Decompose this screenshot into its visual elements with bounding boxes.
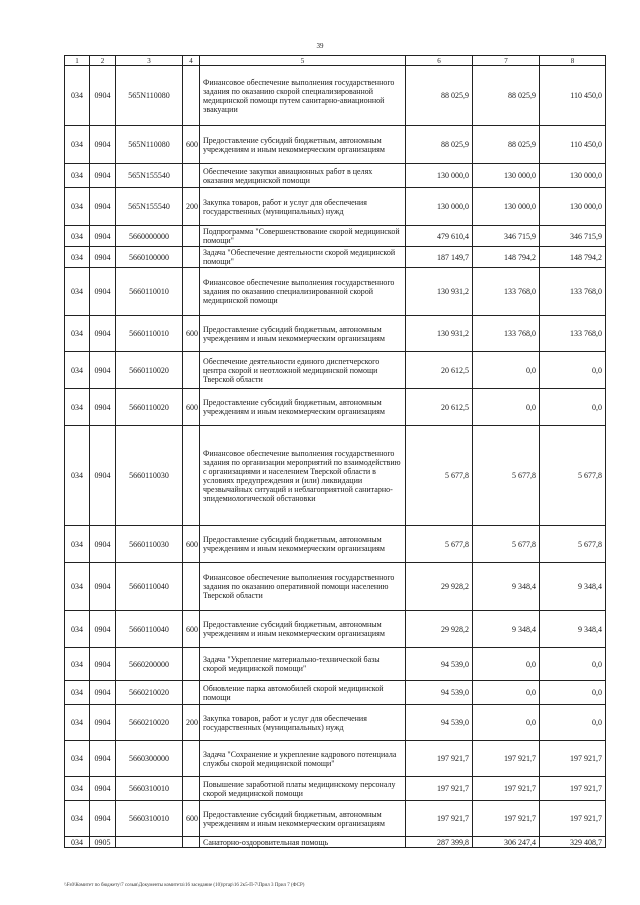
value-col-6: 130 931,2	[406, 316, 473, 352]
value-col-7: 148 794,2	[473, 247, 540, 268]
expense-type-code	[183, 268, 200, 316]
section-code: 0904	[90, 777, 116, 801]
expense-type-code: 200	[183, 705, 200, 741]
admin-code: 034	[65, 801, 90, 837]
admin-code: 034	[65, 526, 90, 563]
admin-code: 034	[65, 611, 90, 648]
admin-code: 034	[65, 837, 90, 848]
section-code: 0904	[90, 426, 116, 526]
value-col-7: 88 025,9	[473, 66, 540, 126]
value-col-7: 130 000,0	[473, 188, 540, 226]
table-row	[65, 188, 606, 226]
section-code: 0904	[90, 268, 116, 316]
table-row	[65, 611, 606, 648]
admin-code: 034	[65, 316, 90, 352]
target-article-code: 5660210020	[116, 681, 183, 705]
target-article-code: 5660310010	[116, 801, 183, 837]
admin-code: 034	[65, 352, 90, 389]
expense-type-code: 600	[183, 526, 200, 563]
admin-code: 034	[65, 681, 90, 705]
section-code: 0904	[90, 801, 116, 837]
value-col-7: 0,0	[473, 705, 540, 741]
expense-type-code: 600	[183, 126, 200, 164]
expense-type-code: 600	[183, 801, 200, 837]
section-code: 0904	[90, 66, 116, 126]
value-col-8: 133 768,0	[540, 316, 606, 352]
value-col-7: 306 247,4	[473, 837, 540, 848]
value-col-7: 133 768,0	[473, 316, 540, 352]
target-article-code: 5660110040	[116, 563, 183, 611]
section-code: 0904	[90, 126, 116, 164]
value-col-7: 5 677,8	[473, 426, 540, 526]
table-row	[65, 247, 606, 268]
row-description: Предоставление субсидий бюджетным, автономным учреждениям и иным некоммерческим организациям	[200, 801, 406, 837]
target-article-code: 5660110030	[116, 426, 183, 526]
table-row	[65, 66, 606, 126]
row-description: Задача "Сохранение и укрепление кадрового потенциала службы скорой медицинской помощи"	[200, 741, 406, 777]
target-article-code: 5660310010	[116, 777, 183, 801]
target-article-code: 565N110080	[116, 66, 183, 126]
row-description: Финансовое обеспечение выполнения государственного задания по оказанию оперативной помощи населению Тверской области	[200, 563, 406, 611]
target-article-code	[116, 837, 183, 848]
value-col-8: 5 677,8	[540, 526, 606, 563]
row-description: Обеспечение деятельности единого диспетчерского центра скорой и неотложной медицинской помощи Тверской области	[200, 352, 406, 389]
section-code: 0904	[90, 741, 116, 777]
target-article-code: 5660100000	[116, 247, 183, 268]
table-row	[65, 526, 606, 563]
value-col-7: 9 348,4	[473, 563, 540, 611]
row-description: Закупка товаров, работ и услуг для обеспечения государственных (муниципальных) нужд	[200, 705, 406, 741]
value-col-8: 110 450,0	[540, 66, 606, 126]
value-col-6: 5 677,8	[406, 526, 473, 563]
expense-type-code	[183, 426, 200, 526]
target-article-code: 5660110010	[116, 268, 183, 316]
row-description: Предоставление субсидий бюджетным, автономным учреждениям и иным некоммерческим организациям	[200, 526, 406, 563]
row-description: Повышение заработной платы медицинскому персоналу скорой медицинской помощи	[200, 777, 406, 801]
value-col-6: 20 612,5	[406, 389, 473, 426]
admin-code: 034	[65, 705, 90, 741]
column-header: 4	[183, 56, 200, 66]
row-description: Обеспечение закупки авиационных работ в целях оказания медицинской помощи	[200, 164, 406, 188]
value-col-7: 5 677,8	[473, 526, 540, 563]
value-col-6: 287 399,8	[406, 837, 473, 848]
admin-code: 034	[65, 164, 90, 188]
admin-code: 034	[65, 126, 90, 164]
value-col-8: 110 450,0	[540, 126, 606, 164]
value-col-6: 130 931,2	[406, 268, 473, 316]
value-col-6: 130 000,0	[406, 188, 473, 226]
value-col-6: 94 539,0	[406, 681, 473, 705]
admin-code: 034	[65, 247, 90, 268]
row-description: Предоставление субсидий бюджетным, автономным учреждениям и иным некоммерческим организациям	[200, 126, 406, 164]
row-description: Задача "Укрепление материально-технической базы скорой медицинской помощи"	[200, 648, 406, 681]
value-col-6: 197 921,7	[406, 777, 473, 801]
section-code: 0904	[90, 316, 116, 352]
value-col-8: 0,0	[540, 648, 606, 681]
value-col-6: 29 928,2	[406, 563, 473, 611]
row-description: Санаторно-оздоровительная помощь	[200, 837, 406, 848]
row-description: Предоставление субсидий бюджетным, автономным учреждениям и иным некоммерческим организациям	[200, 389, 406, 426]
section-code: 0904	[90, 389, 116, 426]
expense-type-code: 600	[183, 389, 200, 426]
expense-type-code	[183, 563, 200, 611]
column-header: 6	[406, 56, 473, 66]
expense-type-code	[183, 837, 200, 848]
table-row	[65, 705, 606, 741]
target-article-code: 5660110030	[116, 526, 183, 563]
table-row	[65, 268, 606, 316]
value-col-8: 130 000,0	[540, 164, 606, 188]
section-code: 0904	[90, 247, 116, 268]
expense-type-code	[183, 681, 200, 705]
expense-type-code	[183, 247, 200, 268]
column-header: 2	[90, 56, 116, 66]
expense-type-code	[183, 164, 200, 188]
admin-code: 034	[65, 188, 90, 226]
column-header: 1	[65, 56, 90, 66]
value-col-8: 197 921,7	[540, 777, 606, 801]
row-description: Предоставление субсидий бюджетным, автономным учреждениям и иным некоммерческим организациям	[200, 611, 406, 648]
row-description: Подпрограмма "Совершенствование скорой медицинской помощи"	[200, 226, 406, 247]
target-article-code: 5660200000	[116, 648, 183, 681]
section-code: 0904	[90, 526, 116, 563]
table-row	[65, 801, 606, 837]
value-col-8: 0,0	[540, 681, 606, 705]
value-col-7: 346 715,9	[473, 226, 540, 247]
section-code: 0904	[90, 563, 116, 611]
value-col-8: 9 348,4	[540, 563, 606, 611]
row-description: Закупка товаров, работ и услуг для обеспечения государственных (муниципальных) нужд	[200, 188, 406, 226]
value-col-8: 197 921,7	[540, 741, 606, 777]
table-row	[65, 648, 606, 681]
target-article-code: 5660210020	[116, 705, 183, 741]
table-row	[65, 226, 606, 247]
target-article-code: 565N110080	[116, 126, 183, 164]
expense-type-code	[183, 741, 200, 777]
expense-type-code: 600	[183, 316, 200, 352]
row-description: Предоставление субсидий бюджетным, автономным учреждениям и иным некоммерческим организациям	[200, 316, 406, 352]
value-col-7: 197 921,7	[473, 801, 540, 837]
expense-type-code	[183, 66, 200, 126]
row-description: Задача "Обеспечение деятельности скорой медицинской помощи"	[200, 247, 406, 268]
row-description: Обновление парка автомобилей скорой медицинской помощи	[200, 681, 406, 705]
admin-code: 034	[65, 66, 90, 126]
value-col-6: 20 612,5	[406, 352, 473, 389]
admin-code: 034	[65, 389, 90, 426]
value-col-7: 133 768,0	[473, 268, 540, 316]
value-col-8: 5 677,8	[540, 426, 606, 526]
value-col-6: 5 677,8	[406, 426, 473, 526]
value-col-6: 187 149,7	[406, 247, 473, 268]
value-col-7: 197 921,7	[473, 777, 540, 801]
value-col-8: 9 348,4	[540, 611, 606, 648]
value-col-8: 0,0	[540, 389, 606, 426]
value-col-7: 0,0	[473, 648, 540, 681]
table-row	[65, 741, 606, 777]
value-col-6: 29 928,2	[406, 611, 473, 648]
table-row	[65, 316, 606, 352]
section-code: 0904	[90, 352, 116, 389]
section-code: 0904	[90, 164, 116, 188]
value-col-8: 133 768,0	[540, 268, 606, 316]
budget-table	[64, 55, 606, 848]
table-row	[65, 563, 606, 611]
page-number: 39	[316, 42, 324, 50]
value-col-6: 130 000,0	[406, 164, 473, 188]
admin-code: 034	[65, 268, 90, 316]
value-col-8: 346 715,9	[540, 226, 606, 247]
table-row	[65, 352, 606, 389]
value-col-8: 329 408,7	[540, 837, 606, 848]
value-col-6: 94 539,0	[406, 705, 473, 741]
target-article-code: 5660000000	[116, 226, 183, 247]
header-row	[65, 56, 606, 66]
admin-code: 034	[65, 648, 90, 681]
section-code: 0904	[90, 188, 116, 226]
admin-code: 034	[65, 226, 90, 247]
table-row	[65, 164, 606, 188]
expense-type-code	[183, 648, 200, 681]
column-header: 8	[540, 56, 606, 66]
value-col-8: 148 794,2	[540, 247, 606, 268]
expense-type-code	[183, 777, 200, 801]
value-col-7: 88 025,9	[473, 126, 540, 164]
admin-code: 034	[65, 741, 90, 777]
value-col-6: 94 539,0	[406, 648, 473, 681]
target-article-code: 5660300000	[116, 741, 183, 777]
target-article-code: 5660110040	[116, 611, 183, 648]
section-code: 0904	[90, 681, 116, 705]
section-code: 0904	[90, 611, 116, 648]
value-col-7: 197 921,7	[473, 741, 540, 777]
value-col-6: 88 025,9	[406, 66, 473, 126]
section-code: 0904	[90, 705, 116, 741]
value-col-6: 197 921,7	[406, 741, 473, 777]
value-col-8: 0,0	[540, 705, 606, 741]
value-col-7: 0,0	[473, 681, 540, 705]
section-code: 0904	[90, 226, 116, 247]
table-row	[65, 126, 606, 164]
target-article-code: 5660110010	[116, 316, 183, 352]
admin-code: 034	[65, 563, 90, 611]
value-col-8: 197 921,7	[540, 801, 606, 837]
section-code: 0904	[90, 648, 116, 681]
row-description: Финансовое обеспечение выполнения государственного задания по оказанию скорой специализированной медицинской помощи путем санитарно-авиационной эвакуации	[200, 66, 406, 126]
value-col-7: 130 000,0	[473, 164, 540, 188]
table-row	[65, 389, 606, 426]
row-description: Финансовое обеспечение выполнения государственного задания по организации мероприятий по взаимодействию с организациями и населением Тверской области в условиях предупреждения и (или) ликвидации чрезвычайных ситуаций и неблагоприятной санитарно-эпидемиологической обстановки	[200, 426, 406, 526]
row-description: Финансовое обеспечение выполнения государственного задания по оказанию специализированной скорой медицинской помощи	[200, 268, 406, 316]
column-header: 3	[116, 56, 183, 66]
value-col-6: 479 610,4	[406, 226, 473, 247]
admin-code: 034	[65, 426, 90, 526]
value-col-6: 88 025,9	[406, 126, 473, 164]
column-header: 5	[200, 56, 406, 66]
value-col-8: 0,0	[540, 352, 606, 389]
value-col-8: 130 000,0	[540, 188, 606, 226]
expense-type-code	[183, 352, 200, 389]
value-col-6: 197 921,7	[406, 801, 473, 837]
expense-type-code: 600	[183, 611, 200, 648]
value-col-7: 0,0	[473, 389, 540, 426]
target-article-code: 5660110020	[116, 352, 183, 389]
table-row	[65, 777, 606, 801]
footer-file-path: \\Fs0\Комитет по бюджету\7 созыв\Документы комитета\16 заседание (10)\ртар\16 2к5-П-7\Прил 3 Прил 7 (ФСР)	[64, 883, 305, 888]
admin-code: 034	[65, 777, 90, 801]
value-col-7: 9 348,4	[473, 611, 540, 648]
target-article-code: 565N155540	[116, 164, 183, 188]
table-row	[65, 837, 606, 848]
table-row	[65, 681, 606, 705]
target-article-code: 565N155540	[116, 188, 183, 226]
expense-type-code: 200	[183, 188, 200, 226]
expense-type-code	[183, 226, 200, 247]
section-code: 0905	[90, 837, 116, 848]
value-col-7: 0,0	[473, 352, 540, 389]
column-header: 7	[473, 56, 540, 66]
table-row	[65, 426, 606, 526]
target-article-code: 5660110020	[116, 389, 183, 426]
